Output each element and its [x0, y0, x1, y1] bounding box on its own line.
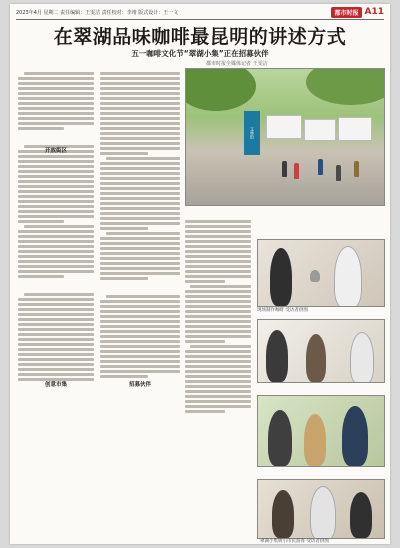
- person-figure: [350, 332, 374, 383]
- street-scene-photo: [185, 68, 385, 206]
- article-byline: 都市时报全媒体记者 王雯洁: [206, 61, 268, 67]
- header-date-line: 2023年4月 星期二 责任编辑：王雯洁 责任校对：李靖 版式设计：王一文: [16, 10, 179, 16]
- body-column-1: [18, 70, 94, 536]
- article-subheadline: 五一咖啡文化节“翠湖小集”正在招募伙伴: [131, 49, 269, 58]
- page-header: [16, 7, 384, 20]
- barista-photo: [257, 239, 385, 307]
- pedestrian: [294, 163, 299, 179]
- photo-2-caption: 现场制作咖啡 受访者供图: [257, 308, 308, 313]
- person-figure: [270, 248, 292, 306]
- page-number: A11: [364, 7, 384, 17]
- market-tent: [304, 119, 336, 141]
- section-badge: 都市时报: [331, 7, 361, 18]
- person-figure: [266, 330, 288, 382]
- coffee-kettle: [310, 270, 320, 282]
- person-figure: [350, 492, 372, 538]
- person-figure: [272, 490, 294, 538]
- body-column-3: [185, 218, 251, 536]
- section-title-2: 创意市集: [44, 382, 67, 388]
- person-figure: [334, 246, 362, 307]
- pedestrian: [318, 159, 323, 175]
- market-stall-photo: [257, 319, 385, 383]
- article-headline: 在翠湖品味咖啡最昆明的讲述方式: [53, 26, 347, 48]
- section-title-3: 招募伙伴: [128, 382, 151, 388]
- pedestrian: [354, 161, 359, 177]
- visitors-photo: [257, 479, 385, 539]
- person-figure: [310, 486, 336, 539]
- tree-canopy: [185, 68, 256, 111]
- newspaper-page: [10, 4, 390, 544]
- pedestrian: [282, 161, 287, 177]
- crowd-photo: [257, 395, 385, 467]
- person-figure: [304, 414, 326, 466]
- market-tent: [338, 117, 372, 141]
- header-right: [331, 7, 384, 17]
- person-figure: [306, 334, 326, 382]
- market-tent: [266, 115, 302, 139]
- tree-canopy: [306, 68, 385, 105]
- section-title-1: 开放街区: [44, 148, 67, 154]
- person-figure: [268, 410, 292, 466]
- photo-5-caption: 翠湖小集吸引市民游客 受访者供图: [260, 539, 329, 544]
- person-figure: [342, 406, 368, 466]
- pedestrian: [336, 165, 341, 181]
- body-column-2: [100, 70, 180, 536]
- street-sign: 文林街: [244, 111, 260, 155]
